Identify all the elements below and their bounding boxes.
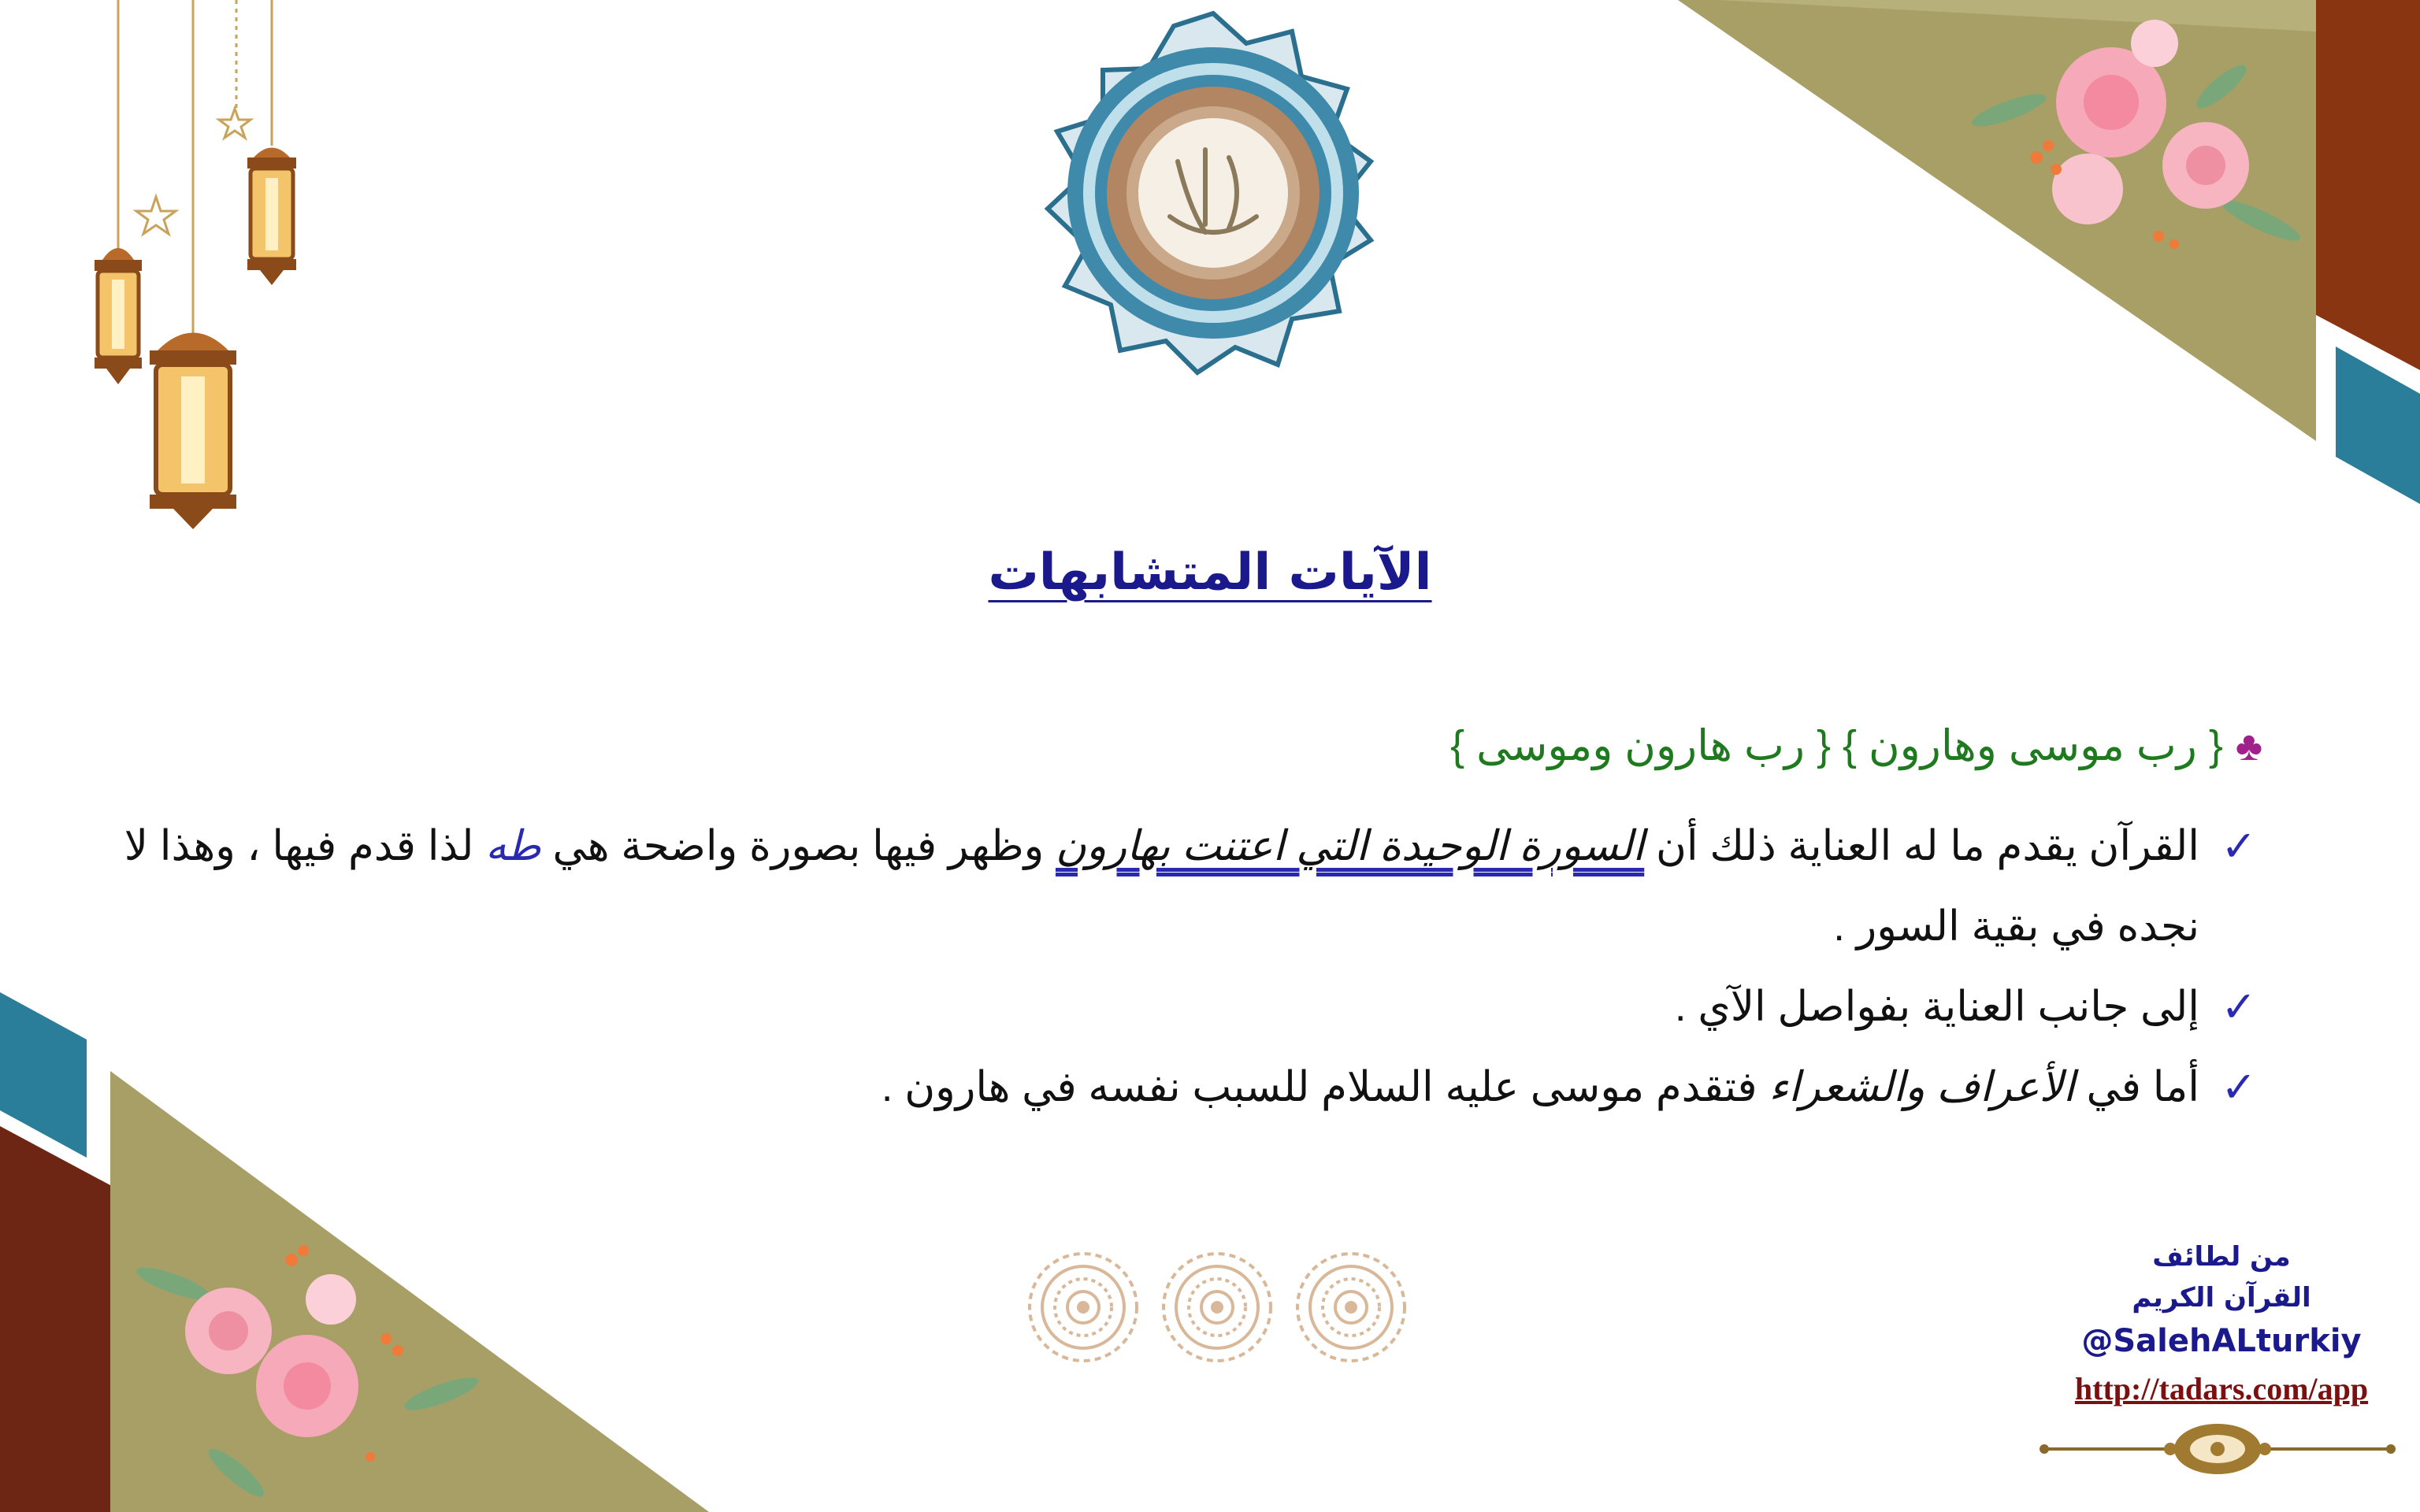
check-mark-icon: ✓: [2221, 823, 2257, 870]
bullet-text: أما في: [2074, 1064, 2199, 1110]
divider-ornament: [2036, 1414, 2399, 1484]
corner-band-bottom-left: [0, 1126, 110, 1512]
quran-emblem-logo: [1024, 8, 1402, 378]
bullet-emphasis: الأعراف والشعراء: [1769, 1064, 2075, 1110]
check-mark-icon: ✓: [2221, 1064, 2257, 1111]
bullet-text: القرآن يقدم ما له العناية ذلك أن: [1644, 823, 2199, 869]
verse-heading-text: { رب موسى وهارون } { رب هارون وموسى }: [1450, 722, 2223, 769]
page-title: الآيات المتشابهات: [988, 543, 1432, 602]
verse-heading: [88, 721, 2262, 770]
star-icon: [219, 109, 251, 138]
rosette-icon: [1030, 1254, 1137, 1361]
teal-accent-left: [0, 992, 87, 1158]
lantern-icon: [150, 333, 236, 530]
lantern-icon: [95, 248, 142, 384]
bullet-list: [88, 806, 2262, 1128]
list-item: [88, 967, 2262, 1047]
check-mark-icon: ✓: [2221, 984, 2257, 1031]
rosette-icon: [1164, 1254, 1271, 1361]
club-suit-icon: ♣: [2235, 724, 2262, 769]
bullet-text: فتقدم موسى عليه السلام للسبب نفسه في هارون .: [881, 1064, 1769, 1110]
bullet-text: وظهر فيها بصورة واضحة هي: [540, 823, 1056, 869]
website-link[interactable]: http://tadars.com/app: [2074, 1371, 2369, 1406]
teal-accent-right: [2336, 346, 2420, 504]
corner-band-top-right: [2316, 0, 2420, 370]
flower-bouquet-bottom-left: [134, 1236, 481, 1504]
list-item: [88, 1047, 2262, 1128]
flower-bouquet-top-right: [1962, 8, 2308, 268]
lanterns-illustration: [71, 0, 331, 536]
bullet-text: لذا قدم فيها ، وهذا لا نجده في بقية السور .: [124, 823, 2199, 950]
star-icon: [136, 197, 176, 234]
credit-line: القرآن الكريم: [2132, 1282, 2311, 1314]
twitter-handle: @SalehALturkiy: [2081, 1323, 2362, 1359]
content-block: [88, 721, 2262, 1128]
list-item: [88, 806, 2262, 967]
surah-name: طه: [485, 823, 541, 869]
credit-block: [2032, 1236, 2411, 1414]
credit-line: من لطائف: [2152, 1241, 2291, 1273]
rosette-ornaments: [1024, 1248, 1410, 1366]
bullet-emphasis: السورة الوحيدة التي اعتنت بهارون: [1055, 823, 1645, 869]
rosette-icon: [1297, 1254, 1405, 1361]
lantern-icon: [247, 148, 296, 286]
bullet-text: إلى جانب العناية بفواصل الآي .: [1674, 984, 2199, 1030]
